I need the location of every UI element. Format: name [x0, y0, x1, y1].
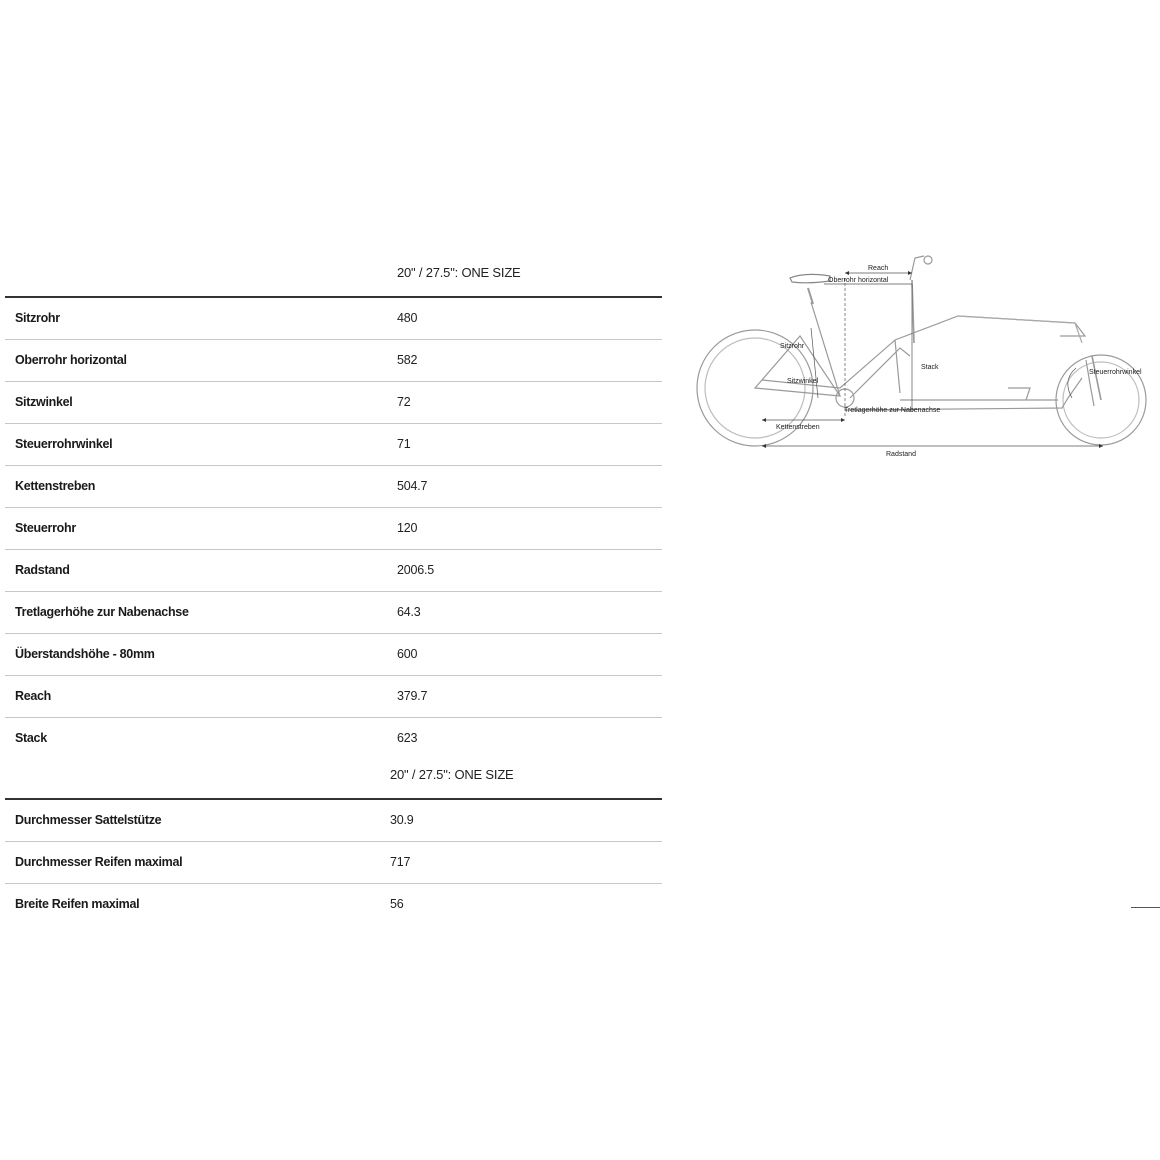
- diagram-label-reach: Reach: [868, 265, 889, 272]
- row-label: Steuerrohrwinkel: [15, 437, 113, 451]
- edge-divider: [1131, 907, 1160, 908]
- diagram-label-sitzrohr: Sitzrohr: [780, 343, 805, 350]
- table-row: [5, 842, 662, 884]
- row-label: Tretlagerhöhe zur Nabenachse: [15, 605, 189, 619]
- row-value: 623: [397, 731, 418, 745]
- row-label: Steuerrohr: [15, 521, 76, 535]
- row-label: Durchmesser Reifen maximal: [15, 855, 183, 869]
- row-value: 64.3: [397, 605, 421, 619]
- table-row: [5, 298, 662, 340]
- size-header: 20" / 27.5": ONE SIZE: [390, 767, 514, 782]
- row-value: 30.9: [390, 813, 414, 827]
- row-label: Oberrohr horizontal: [15, 353, 127, 367]
- row-label: Reach: [15, 689, 52, 703]
- diagram-label-steuerrohrwinkel: Steuerrohrwinkel: [1089, 369, 1142, 376]
- table-row: [5, 340, 662, 382]
- saddle: [790, 274, 830, 282]
- diagram-label-stack: Stack: [921, 364, 939, 371]
- diagram-label-tretlager: Tretlagerhöhe zur Nabenachse: [844, 407, 941, 414]
- table-row: [5, 382, 662, 424]
- row-value: 120: [397, 521, 418, 535]
- diagram-label-kettenstreben: Kettenstreben: [776, 424, 820, 431]
- row-value: 582: [397, 353, 418, 367]
- row-label: Sitzrohr: [15, 311, 60, 325]
- row-value: 2006.5: [397, 563, 435, 577]
- components-table: [5, 757, 662, 925]
- row-value: 504.7: [397, 479, 428, 493]
- row-value: 480: [397, 311, 418, 325]
- row-value: 72: [397, 395, 411, 409]
- row-label: Stack: [15, 731, 47, 745]
- table-row: [5, 800, 662, 842]
- row-value: 600: [397, 647, 418, 661]
- table-row: [5, 634, 662, 676]
- table-row: [5, 676, 662, 718]
- row-label: Kettenstreben: [15, 479, 96, 493]
- row-value: 71: [397, 437, 411, 451]
- row-label: Breite Reifen maximal: [15, 897, 140, 911]
- bike-geometry-diagram: [690, 248, 1160, 468]
- diagram-label-oberrohr: Oberrohr horizontal: [828, 277, 889, 284]
- table-row: [5, 508, 662, 550]
- table-row: [5, 550, 662, 592]
- row-value: 56: [390, 897, 404, 911]
- diagram-label-sitzwinkel: Sitzwinkel: [787, 378, 819, 385]
- diagram-label-radstand: Radstand: [886, 451, 916, 458]
- row-label: Durchmesser Sattelstütze: [15, 813, 162, 827]
- row-value: 379.7: [397, 689, 428, 703]
- table-row: [5, 884, 662, 925]
- cargo-bike-illustration: [690, 248, 1160, 468]
- table-row: [5, 424, 662, 466]
- table-row: [5, 718, 662, 759]
- table-row: [5, 592, 662, 634]
- row-label: Überstandshöhe - 80mm: [15, 647, 155, 661]
- geometry-table: [5, 255, 662, 759]
- table-row: [5, 466, 662, 508]
- size-header: 20" / 27.5": ONE SIZE: [397, 265, 521, 280]
- row-label: Radstand: [15, 563, 70, 577]
- geometry-table-header: [5, 255, 662, 298]
- row-label: Sitzwinkel: [15, 395, 73, 409]
- row-value: 717: [390, 855, 411, 869]
- components-table-header: [5, 757, 662, 800]
